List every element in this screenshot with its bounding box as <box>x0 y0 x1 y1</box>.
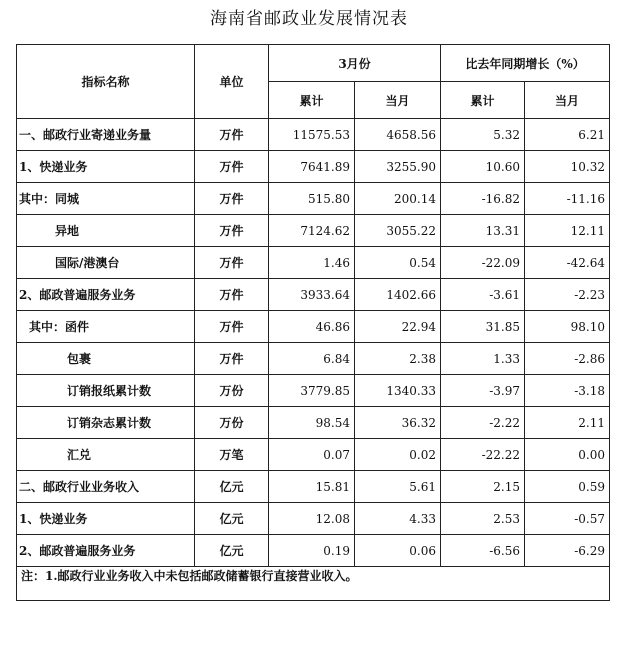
header-unit: 单位 <box>195 45 269 119</box>
table-row <box>17 279 610 311</box>
row-cumulative: 0.19 <box>269 535 355 567</box>
row-growth-cumulative: -16.82 <box>441 183 525 215</box>
row-month: 22.94 <box>355 311 441 343</box>
row-unit: 万件 <box>195 343 269 375</box>
row-growth-month: -6.29 <box>525 535 610 567</box>
row-month: 200.14 <box>355 183 441 215</box>
row-unit: 万件 <box>195 183 269 215</box>
row-cumulative: 3779.85 <box>269 375 355 407</box>
row-growth-month: -2.86 <box>525 343 610 375</box>
row-growth-cumulative: 2.15 <box>441 471 525 503</box>
row-cumulative: 0.07 <box>269 439 355 471</box>
header-row-top <box>17 45 610 82</box>
table-row <box>17 375 610 407</box>
row-name: 一、邮政行业寄递业务量 <box>17 119 195 151</box>
row-unit: 万份 <box>195 407 269 439</box>
row-name: 1、快递业务 <box>17 503 195 535</box>
row-growth-cumulative: -3.97 <box>441 375 525 407</box>
row-cumulative: 1.46 <box>269 247 355 279</box>
table-row <box>17 311 610 343</box>
row-name: 异地 <box>17 215 195 247</box>
row-growth-cumulative: -2.22 <box>441 407 525 439</box>
row-cumulative: 6.84 <box>269 343 355 375</box>
header-indicator: 指标名称 <box>17 45 195 119</box>
table-row <box>17 471 610 503</box>
row-month: 3255.90 <box>355 151 441 183</box>
row-growth-month: 10.32 <box>525 151 610 183</box>
row-unit: 万件 <box>195 151 269 183</box>
table-row <box>17 503 610 535</box>
row-cumulative: 7641.89 <box>269 151 355 183</box>
page-title: 海南省邮政业发展情况表 <box>210 9 408 29</box>
row-growth-month: 12.11 <box>525 215 610 247</box>
row-name: 1、快递业务 <box>17 151 195 183</box>
row-unit: 亿元 <box>195 471 269 503</box>
statistics-table <box>16 44 610 601</box>
row-cumulative: 3933.64 <box>269 279 355 311</box>
row-growth-month: -42.64 <box>525 247 610 279</box>
row-month: 1402.66 <box>355 279 441 311</box>
row-growth-cumulative: -6.56 <box>441 535 525 567</box>
row-name: 汇兑 <box>17 439 195 471</box>
table-row <box>17 151 610 183</box>
table-row <box>17 407 610 439</box>
row-name: 国际/港澳台 <box>17 247 195 279</box>
row-growth-cumulative: 1.33 <box>441 343 525 375</box>
row-unit: 亿元 <box>195 503 269 535</box>
footnote-row <box>17 567 610 601</box>
row-cumulative: 15.81 <box>269 471 355 503</box>
row-unit: 万件 <box>195 247 269 279</box>
row-name: 二、邮政行业业务收入 <box>17 471 195 503</box>
row-growth-cumulative: 5.32 <box>441 119 525 151</box>
row-name: 其中：同城 <box>17 183 195 215</box>
row-growth-cumulative: 2.53 <box>441 503 525 535</box>
row-month: 0.54 <box>355 247 441 279</box>
header-growth-month: 当月 <box>525 82 610 119</box>
row-month: 1340.33 <box>355 375 441 407</box>
row-growth-month: 0.00 <box>525 439 610 471</box>
footnote: 注：1.邮政行业业务收入中未包括邮政储蓄银行直接营业收入。 <box>17 567 610 601</box>
row-unit: 万份 <box>195 375 269 407</box>
row-month: 0.06 <box>355 535 441 567</box>
row-unit: 万件 <box>195 279 269 311</box>
row-growth-month: 6.21 <box>525 119 610 151</box>
row-cumulative: 98.54 <box>269 407 355 439</box>
row-growth-cumulative: 31.85 <box>441 311 525 343</box>
row-month: 0.02 <box>355 439 441 471</box>
row-growth-month: 0.59 <box>525 471 610 503</box>
header-growth: 比去年同期增长（%） <box>441 45 610 82</box>
row-name: 其中：函件 <box>17 311 195 343</box>
row-growth-cumulative: -3.61 <box>441 279 525 311</box>
row-month: 3055.22 <box>355 215 441 247</box>
header-month: 当月 <box>355 82 441 119</box>
row-unit: 万件 <box>195 215 269 247</box>
row-month: 4.33 <box>355 503 441 535</box>
row-growth-month: 2.11 <box>525 407 610 439</box>
row-cumulative: 515.80 <box>269 183 355 215</box>
row-unit: 万件 <box>195 311 269 343</box>
row-growth-cumulative: 13.31 <box>441 215 525 247</box>
header-growth-cumulative: 累计 <box>441 82 525 119</box>
row-name: 2、邮政普遍服务业务 <box>17 535 195 567</box>
table-row <box>17 343 610 375</box>
row-growth-cumulative: -22.09 <box>441 247 525 279</box>
row-growth-month: -2.23 <box>525 279 610 311</box>
table-row <box>17 247 610 279</box>
table-row <box>17 183 610 215</box>
row-growth-month: -3.18 <box>525 375 610 407</box>
row-cumulative: 12.08 <box>269 503 355 535</box>
table-row <box>17 439 610 471</box>
row-cumulative: 46.86 <box>269 311 355 343</box>
row-month: 5.61 <box>355 471 441 503</box>
row-unit: 万件 <box>195 119 269 151</box>
header-cumulative: 累计 <box>269 82 355 119</box>
row-month: 2.38 <box>355 343 441 375</box>
row-name: 2、邮政普遍服务业务 <box>17 279 195 311</box>
row-growth-month: -0.57 <box>525 503 610 535</box>
row-name: 订销杂志累计数 <box>17 407 195 439</box>
table-row <box>17 215 610 247</box>
row-growth-month: 98.10 <box>525 311 610 343</box>
row-growth-month: -11.16 <box>525 183 610 215</box>
row-name: 订销报纸累计数 <box>17 375 195 407</box>
row-unit: 万笔 <box>195 439 269 471</box>
row-month: 36.32 <box>355 407 441 439</box>
row-month: 4658.56 <box>355 119 441 151</box>
row-growth-cumulative: 10.60 <box>441 151 525 183</box>
row-unit: 亿元 <box>195 535 269 567</box>
table-row <box>17 119 610 151</box>
row-cumulative: 11575.53 <box>269 119 355 151</box>
table-row <box>17 535 610 567</box>
header-period: 3月份 <box>269 45 441 82</box>
row-name: 包裹 <box>17 343 195 375</box>
row-cumulative: 7124.62 <box>269 215 355 247</box>
row-growth-cumulative: -22.22 <box>441 439 525 471</box>
